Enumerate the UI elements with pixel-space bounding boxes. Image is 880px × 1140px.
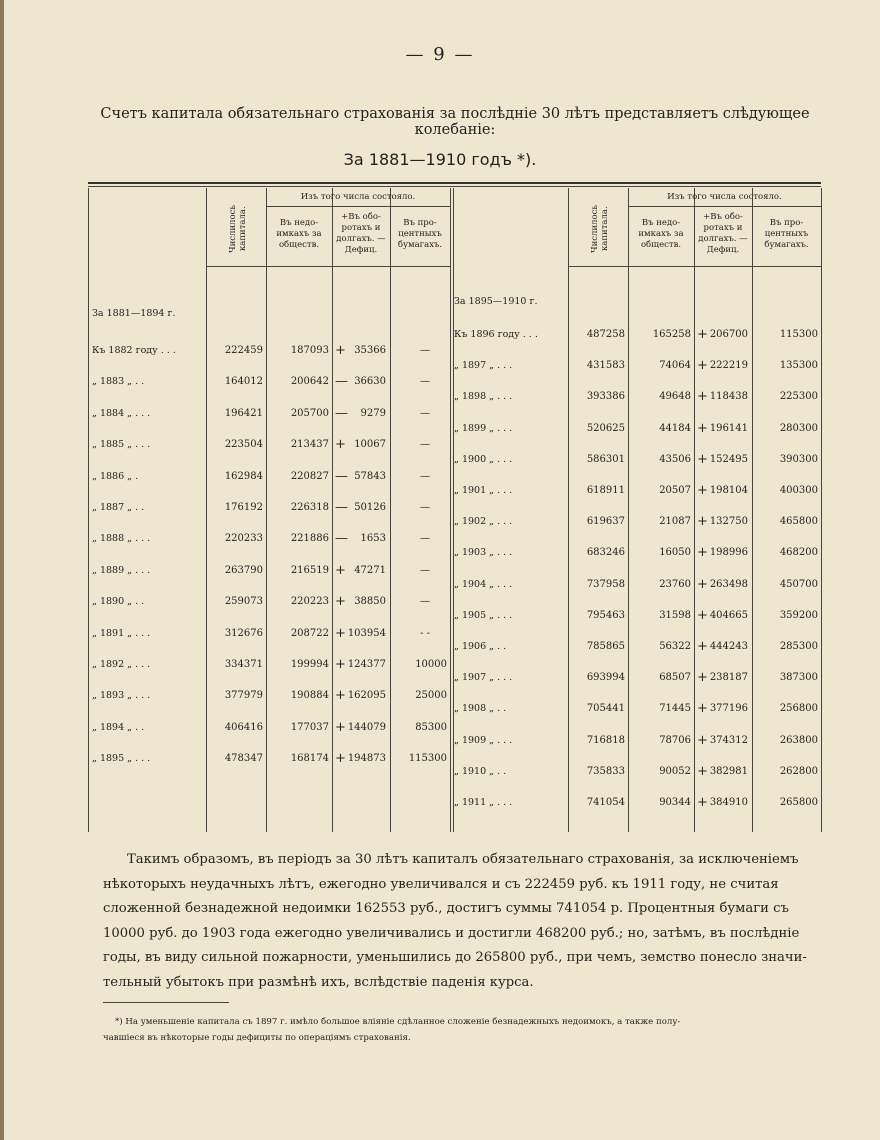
- sign-value: +: [697, 732, 708, 748]
- header-group: Изъ того числа состояло.: [300, 192, 416, 202]
- securities-value: —: [420, 407, 430, 419]
- header-arrears: Въ недо-имкахъ за обществ.: [276, 218, 322, 250]
- capital-value: 162984: [224, 470, 263, 482]
- row-label: „ 1892 „ . . .: [92, 659, 151, 670]
- sign-value: +: [697, 763, 708, 779]
- header-capital: Числилось капитала.: [228, 205, 248, 253]
- capital-value: 619637: [586, 516, 625, 528]
- sign-value: +: [335, 437, 346, 453]
- row-label: „ 1906 „ . .: [454, 641, 507, 652]
- footnote-rule: [103, 1002, 229, 1003]
- arrears-value: 220223: [290, 596, 329, 608]
- arrears-value: 221886: [290, 533, 329, 545]
- summary-paragraph: [103, 848, 831, 995]
- circulation-value: 374312: [709, 734, 748, 746]
- sign-value: +: [697, 327, 708, 342]
- securities-value: 285300: [779, 641, 818, 652]
- row-label: Къ 1882 году . . .: [92, 345, 176, 356]
- capital-value: 431583: [586, 360, 625, 372]
- capital-value: 377979: [224, 690, 263, 702]
- arrears-value: 216519: [290, 564, 329, 576]
- arrears-value: 168174: [290, 753, 329, 765]
- securities-value: —: [420, 376, 430, 388]
- circulation-value: 206700: [709, 329, 748, 340]
- circulation-value: 50126: [354, 502, 386, 513]
- capital-value: 222459: [224, 345, 263, 356]
- arrears-value: 205700: [290, 407, 329, 419]
- paragraph-line: Такимъ образомъ, въ періодъ за 30 лѣтъ капиталъ обязательнаго страхованія, за исключеніемъ: [127, 852, 799, 867]
- arrears-value: 208722: [290, 627, 329, 639]
- row-label: „ 1897 „ . . .: [454, 360, 513, 372]
- circulation-value: 238187: [709, 672, 748, 684]
- sign-value: +: [697, 576, 708, 592]
- row-label: „ 1886 „ .: [92, 470, 139, 482]
- securities-value: —: [420, 533, 430, 545]
- capital-value: 705441: [586, 703, 625, 715]
- circulation-value: 36630: [354, 376, 386, 388]
- capital-value: 220233: [224, 533, 263, 545]
- arrears-value: 190884: [290, 690, 329, 702]
- sign-value: +: [697, 389, 708, 405]
- sign-value: +: [335, 657, 346, 672]
- row-label: „ 1908 „ . .: [454, 703, 507, 715]
- arrears-value: 71445: [659, 703, 691, 715]
- securities-value: 263800: [779, 734, 818, 746]
- circulation-value: 222219: [709, 360, 748, 372]
- capital-value: 196421: [224, 407, 263, 419]
- row-label: „ 1895 „ . . .: [92, 753, 151, 765]
- circulation-value: 198104: [709, 485, 748, 496]
- header-bottom-line: [206, 266, 450, 267]
- sign-value: —: [335, 500, 348, 515]
- arrears-value: 56322: [659, 641, 691, 652]
- capital-value: 334371: [224, 659, 263, 670]
- table-title: За 1881—1910 годъ *).: [343, 150, 537, 169]
- capital-value: 586301: [586, 453, 625, 465]
- circulation-value: 144079: [347, 721, 386, 733]
- capital-value: 693994: [586, 672, 625, 684]
- table-col-line: [821, 188, 822, 832]
- capital-table: [88, 182, 821, 832]
- sign-value: +: [335, 719, 346, 735]
- row-label: „ 1900 „ . . .: [454, 453, 513, 465]
- row-label: „ 1887 „ . .: [92, 502, 145, 513]
- circulation-value: 57843: [354, 470, 386, 482]
- row-label: „ 1893 „ . . .: [92, 690, 151, 702]
- securities-value: —: [420, 439, 430, 451]
- header-group-line: [628, 206, 821, 207]
- capital-value: 393386: [586, 391, 625, 403]
- sign-value: +: [335, 688, 346, 704]
- sign-value: +: [335, 594, 346, 610]
- paragraph-line: нѣкоторыхъ неудачныхъ лѣтъ, ежегодно увеличивался и съ 222459 руб. къ 1911 году, не считая: [103, 876, 779, 892]
- capital-value: 735833: [586, 765, 625, 777]
- circulation-value: 263498: [709, 578, 748, 590]
- row-label: „ 1894 „ . .: [92, 721, 145, 733]
- row-label: „ 1899 „ . . .: [454, 422, 513, 434]
- sign-value: +: [697, 358, 708, 374]
- footnote-line: чавшіеся въ нѣкоторые годы дефициты по операціямъ страхованія.: [103, 1033, 411, 1043]
- row-label: „ 1901 „ . . .: [454, 485, 513, 496]
- securities-value: —: [420, 564, 430, 576]
- page-edge: [0, 0, 4, 1140]
- securities-value: 468200: [779, 547, 818, 559]
- circulation-value: 118438: [709, 391, 748, 403]
- header-bottom-line: [568, 266, 821, 267]
- securities-value: 115300: [408, 753, 447, 765]
- period-label: За 1881—1894 г.: [92, 308, 176, 319]
- table-center-line: [453, 188, 454, 832]
- paragraph-line: тельный убытокъ при размѣнѣ ихъ, вслѣдствіе паденія курса.: [103, 974, 534, 990]
- header-group-line: [266, 206, 450, 207]
- securities-value: —: [420, 596, 430, 608]
- capital-value: 785865: [586, 641, 625, 652]
- capital-value: 683246: [586, 547, 625, 559]
- arrears-value: 20507: [659, 485, 691, 496]
- paragraph-line: сложенной безнадежной недоимки 162553 руб., достигъ суммы 741054 р. Процентныя бумаги съ: [103, 901, 789, 916]
- capital-value: 737958: [586, 578, 625, 590]
- arrears-value: 226318: [290, 502, 329, 513]
- row-label: „ 1904 „ . . .: [454, 578, 513, 590]
- securities-value: 265800: [779, 797, 818, 808]
- sign-value: —: [335, 405, 348, 421]
- securities-value: —: [420, 345, 430, 356]
- capital-value: 176192: [224, 502, 263, 513]
- arrears-value: 16050: [659, 547, 691, 559]
- row-label: „ 1909 „ . . .: [454, 734, 513, 746]
- arrears-value: 43506: [659, 453, 691, 465]
- footnote: [103, 1014, 831, 1046]
- arrears-value: 213437: [290, 439, 329, 451]
- circulation-value: 384910: [709, 797, 748, 808]
- capital-value: 618911: [586, 485, 625, 496]
- securities-value: - -: [420, 627, 430, 639]
- circulation-value: 194873: [347, 753, 386, 765]
- sign-value: +: [697, 795, 708, 810]
- arrears-value: 49648: [659, 391, 691, 403]
- arrears-value: 165258: [652, 329, 691, 340]
- intro-text: Счетъ капитала обязательнаго страхованія за послѣдніе 30 лѣтъ представляетъ слѣдующее колебаніе:: [100, 106, 810, 138]
- circulation-value: 124377: [347, 659, 386, 670]
- securities-value: 359200: [779, 609, 818, 621]
- page-number: — 9 —: [405, 44, 475, 65]
- row-label: „ 1905 „ . . .: [454, 609, 513, 621]
- header-arrears: Въ недо-имкахъ за обществ.: [638, 218, 684, 250]
- circulation-value: 10067: [354, 439, 386, 451]
- arrears-value: 90052: [659, 765, 691, 777]
- arrears-value: 74064: [659, 360, 691, 372]
- securities-value: 85300: [415, 721, 447, 733]
- securities-value: 256800: [779, 703, 818, 715]
- row-label: Къ 1896 году . . .: [454, 329, 538, 340]
- row-label: „ 1885 „ . . .: [92, 439, 151, 451]
- paragraph-line: 10000 руб. до 1903 года ежегодно увеличивались и достигли 468200 руб.; но, затѣмъ, въ послѣдніе: [103, 925, 800, 941]
- circulation-value: 38850: [354, 596, 386, 608]
- circulation-value: 47271: [354, 564, 386, 576]
- arrears-value: 90344: [659, 797, 691, 808]
- circulation-value: 196141: [709, 422, 748, 434]
- capital-value: 520625: [586, 422, 625, 434]
- securities-value: 135300: [779, 360, 818, 372]
- period-label: За 1895—1910 г.: [454, 296, 538, 307]
- arrears-value: 23760: [659, 578, 691, 590]
- capital-value: 259073: [224, 596, 263, 608]
- arrears-value: 177037: [290, 721, 329, 733]
- row-label: „ 1891 „ . . .: [92, 627, 151, 639]
- sign-value: +: [697, 420, 708, 436]
- row-label: „ 1884 „ . . .: [92, 407, 151, 419]
- arrears-value: 220827: [290, 470, 329, 482]
- sign-value: —: [335, 468, 348, 484]
- row-label: „ 1890 „ . .: [92, 596, 145, 608]
- circulation-value: 1653: [360, 533, 386, 545]
- arrears-value: 31598: [659, 609, 691, 621]
- sign-value: +: [697, 545, 708, 561]
- header-circulation: +Въ обо-ротахъ и долгахъ. —Дефиц.: [698, 212, 748, 255]
- capital-value: 741054: [586, 797, 625, 808]
- sign-value: +: [335, 625, 346, 641]
- paragraph-line: годы, въ виду сильной пожарности, уменьшились до 265800 руб., при чемъ, земство понесло значи-: [103, 950, 807, 965]
- securities-value: 400300: [779, 485, 818, 496]
- sign-value: +: [335, 343, 346, 358]
- circulation-value: 444243: [709, 641, 748, 652]
- capital-value: 487258: [586, 329, 625, 340]
- circulation-value: 152495: [709, 453, 748, 465]
- capital-value: 716818: [586, 734, 625, 746]
- securities-value: 387300: [779, 672, 818, 684]
- securities-value: 390300: [779, 453, 818, 465]
- header-group: Изъ того числа состояло.: [667, 192, 782, 202]
- securities-value: 262800: [779, 765, 818, 777]
- circulation-value: 382981: [709, 765, 748, 777]
- capital-value: 795463: [586, 609, 625, 621]
- capital-value: 164012: [224, 376, 263, 388]
- sign-value: +: [697, 670, 708, 686]
- securities-value: 465800: [779, 516, 818, 528]
- capital-value: 223504: [224, 439, 263, 451]
- arrears-value: 78706: [659, 734, 691, 746]
- sign-value: +: [335, 562, 346, 578]
- header-securities: Въ про-центныхъ бумагахъ.: [397, 218, 443, 250]
- row-label: „ 1911 „ . . .: [454, 797, 513, 808]
- capital-value: 312676: [224, 627, 263, 639]
- arrears-value: 44184: [659, 422, 691, 434]
- securities-value: 10000: [415, 659, 447, 670]
- sign-value: +: [697, 483, 708, 498]
- securities-value: —: [420, 470, 430, 482]
- header-securities: Въ про-центныхъ бумагахъ.: [764, 218, 809, 250]
- circulation-value: 103954: [347, 627, 386, 639]
- row-label: „ 1903 „ . . .: [454, 547, 513, 559]
- sign-value: +: [697, 514, 708, 530]
- arrears-value: 199994: [290, 659, 329, 670]
- row-label: „ 1907 „ . . .: [454, 672, 513, 684]
- securities-value: 225300: [779, 391, 818, 403]
- sign-value: +: [335, 751, 346, 767]
- row-label: „ 1898 „ . . .: [454, 391, 513, 403]
- securities-value: 115300: [779, 329, 818, 340]
- capital-value: 478347: [224, 753, 263, 765]
- row-label: „ 1888 „ . . .: [92, 533, 151, 545]
- sign-value: —: [335, 531, 348, 547]
- row-label: „ 1883 „ . .: [92, 376, 145, 388]
- circulation-value: 132750: [709, 516, 748, 528]
- securities-value: —: [420, 502, 430, 513]
- circulation-value: 162095: [347, 690, 386, 702]
- sign-value: +: [697, 639, 708, 654]
- arrears-value: 200642: [290, 376, 329, 388]
- capital-value: 263790: [224, 564, 263, 576]
- arrears-value: 21087: [659, 516, 691, 528]
- circulation-value: 377196: [709, 703, 748, 715]
- sign-value: +: [697, 607, 708, 623]
- footnote-line: *) На уменьшеніе капитала съ 1897 г. имѣло большое вліяніе сдѣланное сложеніе безнадежныхъ недоимокъ, а также полу-: [115, 1017, 681, 1027]
- table-col-line: [88, 188, 89, 832]
- row-label: „ 1910 „ . .: [454, 765, 507, 777]
- circulation-value: 9279: [360, 407, 386, 419]
- table-col-line: [450, 188, 451, 832]
- securities-value: 25000: [415, 690, 447, 702]
- sign-value: +: [697, 701, 708, 717]
- sign-value: +: [697, 451, 708, 467]
- arrears-value: 187093: [290, 345, 329, 356]
- row-label: „ 1902 „ . . .: [454, 516, 513, 528]
- header-circulation: +Въ обо-ротахъ и долгахъ. —Дефиц.: [336, 212, 386, 255]
- table-top-rule-thin: [88, 186, 821, 187]
- capital-value: 406416: [224, 721, 263, 733]
- row-label: „ 1889 „ . . .: [92, 564, 151, 576]
- circulation-value: 198996: [709, 547, 748, 559]
- arrears-value: 68507: [659, 672, 691, 684]
- table-top-rule: [88, 182, 821, 184]
- securities-value: 450700: [779, 578, 818, 590]
- sign-value: —: [335, 374, 348, 390]
- securities-value: 280300: [779, 422, 818, 434]
- circulation-value: 35366: [354, 345, 386, 356]
- header-capital: Числилось капитала.: [590, 205, 610, 253]
- circulation-value: 404665: [709, 609, 748, 621]
